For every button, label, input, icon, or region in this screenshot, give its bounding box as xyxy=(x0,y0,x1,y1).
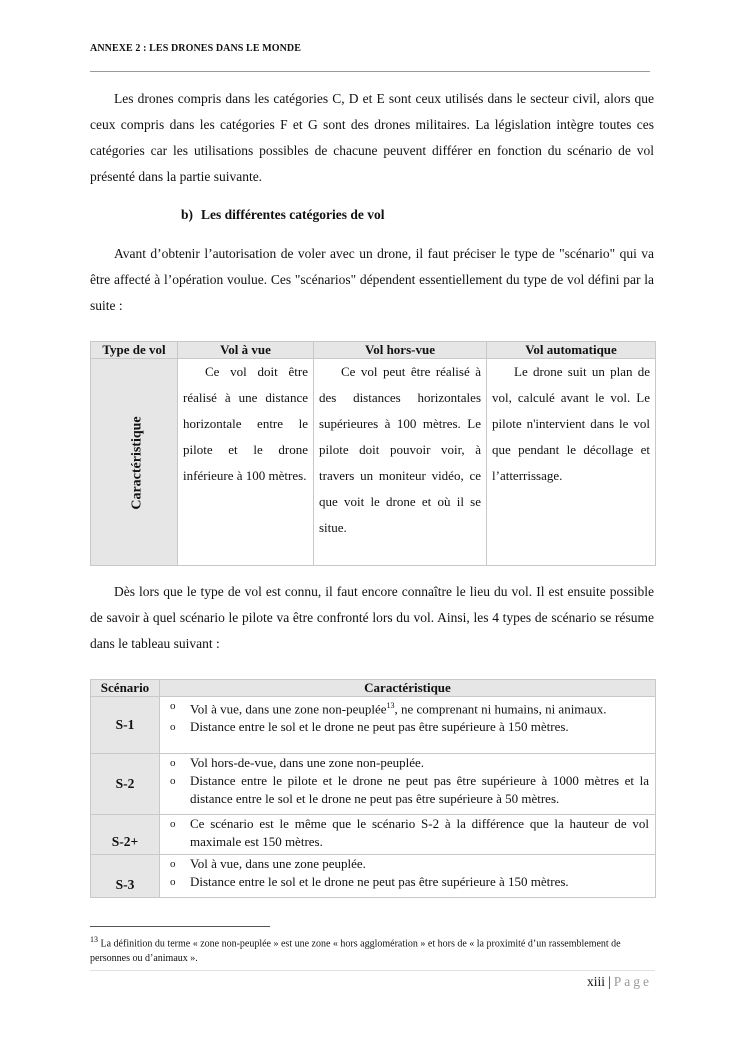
list-item-text: Distance entre le sol et le drone ne peut pas être supérieure à 150 mètres. xyxy=(190,874,569,889)
list-item xyxy=(166,873,649,891)
table-row xyxy=(91,815,656,855)
footnote-number: 13 xyxy=(90,935,98,944)
scenario-description xyxy=(160,815,656,855)
bullet-icon: o xyxy=(170,700,176,712)
footer-separator: | xyxy=(608,974,611,989)
footnote xyxy=(90,932,658,966)
bullet-icon: o xyxy=(170,721,176,734)
list-item xyxy=(166,855,649,873)
paragraph-scenario-summary: Dès lors que le type de vol est connu, il faut encore connaître le lieu du vol. Il est ensuite possible de savoir à quel scénario le pilote va être confronté lors du vol. Ainsi, les 4 types de scénario se résume dans le tableau suivant : xyxy=(90,584,654,651)
list-item-text: Vol à vue, dans une zone peuplée. xyxy=(190,856,366,871)
list-item-text: Vol à vue, dans une zone non-peuplée xyxy=(190,701,387,717)
list-item-text: Distance entre le sol et le drone ne peut pas être supérieure à 150 mètres. xyxy=(190,719,569,735)
scenario-name: S-2+ xyxy=(91,815,160,855)
list-item xyxy=(166,754,649,772)
list-item-text: , ne comprenant ni humains, ni animaux. xyxy=(394,701,607,717)
table-row xyxy=(91,359,656,566)
table-header-cell: Scénario xyxy=(91,680,160,697)
bullet-icon: o xyxy=(170,858,176,870)
footnote-text: La définition du terme « zone non-peuplée » est une zone « hors agglomération » et hors de « la proximité d’un rassemblement de personnes ou d’animaux ». xyxy=(90,938,621,965)
row-label-cell xyxy=(91,359,178,566)
page-footer xyxy=(587,974,652,990)
scenario-name: S-2 xyxy=(91,754,160,815)
section-title: Les différentes catégories de vol xyxy=(201,207,385,222)
bullet-icon: o xyxy=(170,876,176,888)
bullet-icon: o xyxy=(170,757,176,769)
scenario-table xyxy=(90,679,656,898)
table-header-cell: Vol à vue xyxy=(178,342,314,359)
scenario-name: S-3 xyxy=(91,855,160,898)
table-header-cell: Caractéristique xyxy=(160,680,656,697)
table-cell-vol-hors-vue: Ce vol peut être réalisé à des distances horizontales supérieures à 100 mètres. Le pilote doit pouvoir voir, à travers un moniteur vidéo, ce que voit le drone et où il se situe. xyxy=(314,359,487,566)
list-item xyxy=(166,815,649,851)
list-item-text: Ce scénario est le même que le scénario S-2 à la différence que la hauteur de vol maximale est 150 mètres. xyxy=(190,816,649,849)
table-cell-vol-automatique: Le drone suit un plan de vol, calculé avant le vol. Le pilote n'intervient dans le vol que pendant le décollage et l’atterrissage. xyxy=(487,359,656,566)
bullet-icon: o xyxy=(170,775,176,787)
scenario-name: S-1 xyxy=(91,697,160,754)
list-item xyxy=(166,718,649,736)
running-header: ANNEXE 2 : LES DRONES DANS LE MONDE xyxy=(90,43,302,54)
section-letter: b) xyxy=(181,207,194,222)
row-label: Caractéristique xyxy=(129,416,145,510)
list-item-text: Distance entre le pilote et le drone ne peut pas être supérieure à 1000 mètres et la distance entre le sol et le drone ne peut pas être supérieure à 50 mètres. xyxy=(190,773,649,806)
list-item xyxy=(166,772,649,808)
page-label: Page xyxy=(613,974,652,989)
paragraph-scenario-intro: Avant d’obtenir l’autorisation de voler avec un drone, il faut préciser le type de "scénario" qui va être affecté à l’opération voulue. Ces "scénarios" dépendent essentiellement du type de vol défini par la suite : xyxy=(90,246,654,313)
scenario-description xyxy=(160,855,656,898)
table-header-cell: Vol hors-vue xyxy=(314,342,487,359)
header-divider xyxy=(90,71,650,72)
footnote-ref: 13 xyxy=(386,701,395,710)
table-cell-vol-a-vue: Ce vol doit être réalisé à une distance horizontale entre le pilote et le drone inférieure à 100 mètres. xyxy=(178,359,314,566)
footnote-divider xyxy=(90,926,270,927)
table-header-row xyxy=(91,680,656,697)
list-item xyxy=(166,697,649,718)
table-row xyxy=(91,697,656,754)
flight-type-table xyxy=(90,341,656,566)
table-header-row xyxy=(91,342,656,359)
table-header-cell: Type de vol xyxy=(91,342,178,359)
table-header-cell: Vol automatique xyxy=(487,342,656,359)
paragraph-categories: Les drones compris dans les catégories C, D et E sont ceux utilisés dans le secteur civil, alors que ceux compris dans les catégories F et G sont des drones militaires. La législation intègre toutes ces catégories car les utilisations possibles de chacune peuvent différer en fonction du scénario de vol présenté dans la partie suivante. xyxy=(90,91,654,184)
footer-divider xyxy=(90,970,655,971)
scenario-description xyxy=(160,754,656,815)
page-number: xiii xyxy=(587,974,606,989)
scenario-description xyxy=(160,697,656,754)
table-row xyxy=(91,855,656,898)
bullet-icon: o xyxy=(170,818,176,830)
section-heading xyxy=(181,207,384,223)
table-row xyxy=(91,754,656,815)
list-item-text: Vol hors-de-vue, dans une zone non-peuplée. xyxy=(190,755,425,770)
